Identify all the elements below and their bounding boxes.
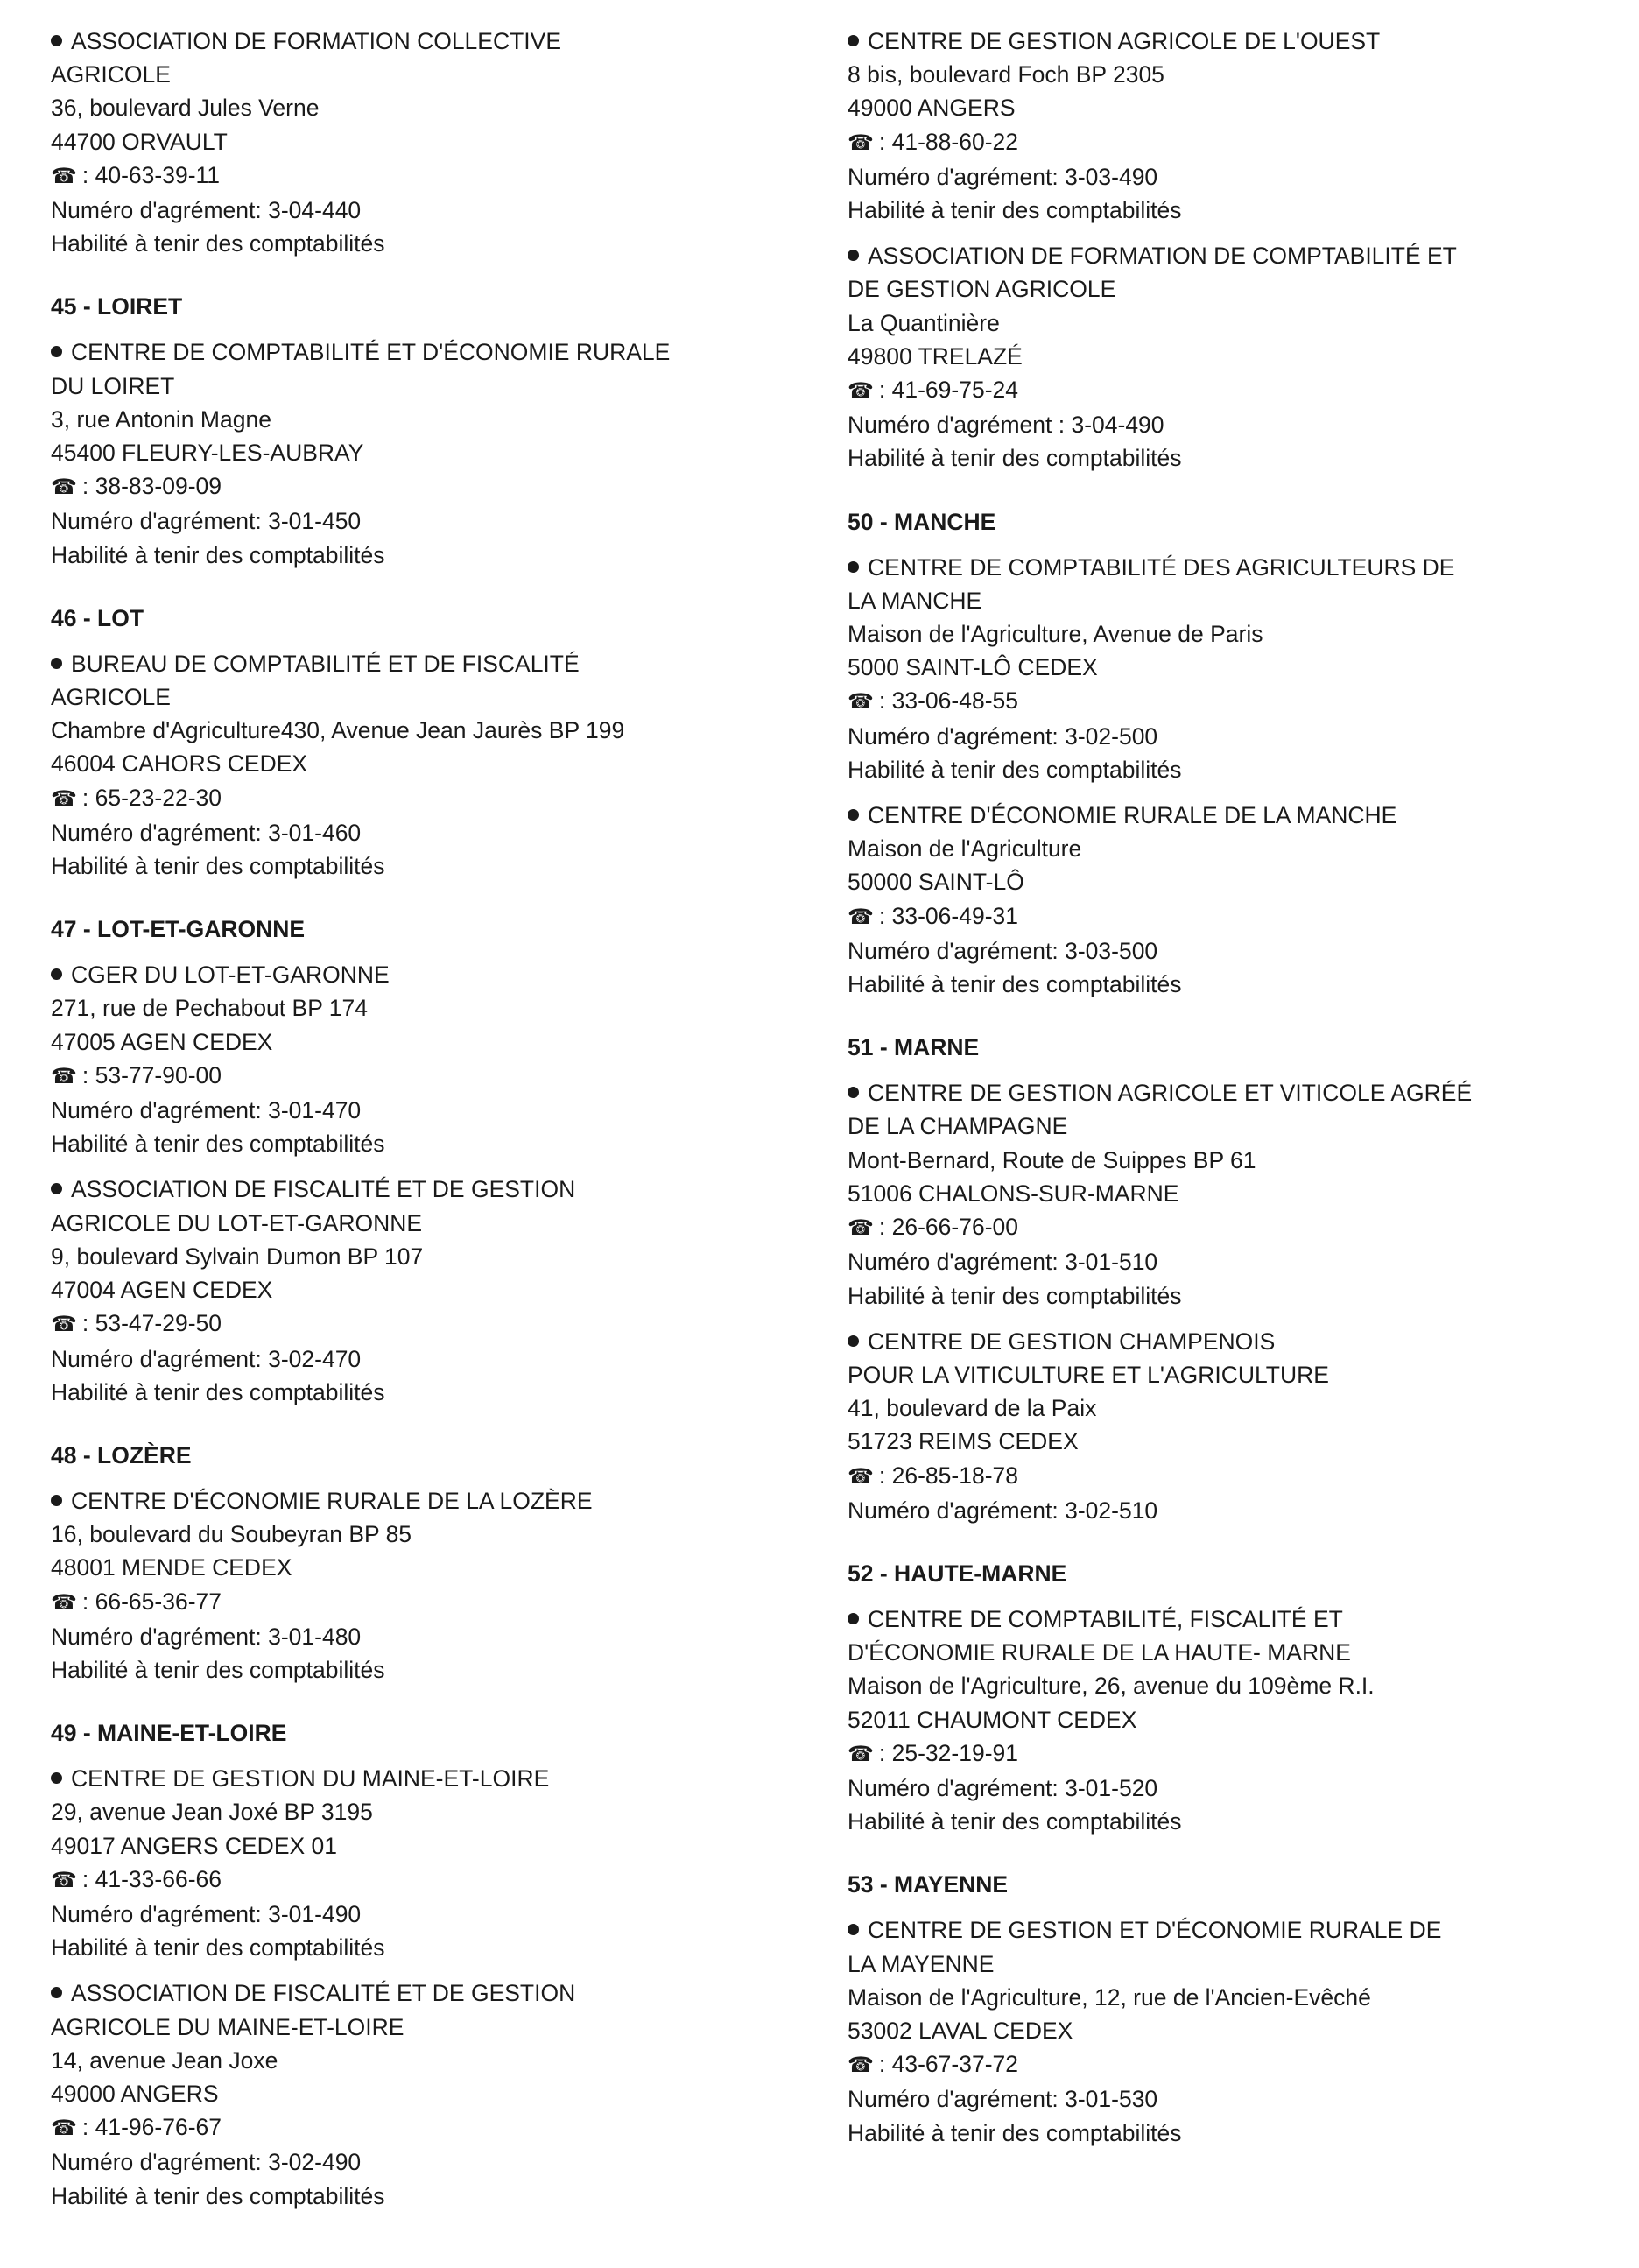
- agrement-number: Numéro d'agrément: 3-01-460: [51, 819, 362, 846]
- organization-name-text: CENTRE D'ÉCONOMIE RURALE DE LA LOZÈRE: [71, 1487, 593, 1514]
- address-line: Maison de l'Agriculture, Avenue de Paris: [848, 621, 1263, 648]
- telephone-icon: ☎: [848, 2053, 874, 2078]
- organization-entry: [848, 1325, 1618, 1527]
- address-line: 52011 CHAUMONT CEDEX: [848, 1706, 1137, 1733]
- habilitation-text: Habilité à tenir des comptabilités: [51, 1378, 385, 1405]
- phone-line: [848, 1210, 1618, 1245]
- agrement-number: Numéro d'agrément : 3-04-490: [848, 412, 1164, 439]
- organization-name-text: DE GESTION AGRICOLE: [848, 276, 1116, 303]
- bullet-icon: [51, 1987, 62, 1998]
- section-heading: 46 - LOT: [51, 604, 144, 631]
- habilitation-text: Habilité à tenir des comptabilités: [51, 1934, 385, 1962]
- telephone-icon: ☎: [848, 690, 874, 715]
- phone-line: [848, 684, 1618, 719]
- address-line: 36, boulevard Jules Verne: [51, 95, 320, 122]
- phone-number: : 41-88-60-22: [878, 128, 1019, 155]
- telephone-icon: ☎: [848, 1742, 874, 1766]
- address-line: 41, boulevard de la Paix: [848, 1395, 1097, 1422]
- telephone-icon: ☎: [848, 1464, 874, 1489]
- organization-name-line: [51, 2011, 821, 2044]
- organization-name-text: BUREAU DE COMPTABILITÉ ET DE FISCALITÉ: [71, 650, 580, 677]
- organization-name-text: CENTRE DE GESTION DU MAINE-ET-LOIRE: [71, 1765, 550, 1793]
- organization-entry: [51, 1173, 821, 1408]
- telephone-icon: ☎: [848, 130, 874, 155]
- telephone-icon: ☎: [848, 1216, 874, 1241]
- phone-number: : 26-85-18-78: [878, 1462, 1019, 1489]
- section-heading: 47 - LOT-ET-GARONNE: [51, 916, 306, 943]
- organization-name-text: CENTRE DE GESTION AGRICOLE ET VITICOLE AGRÉÉ: [868, 1080, 1473, 1107]
- organization-name-text: AGRICOLE: [51, 61, 171, 88]
- organization-name-line: [848, 1076, 1618, 1109]
- organization-name-line: [51, 1484, 821, 1518]
- organization-entry: [51, 335, 821, 571]
- address-line: 47005 AGEN CEDEX: [51, 1028, 273, 1055]
- phone-line: [848, 1459, 1618, 1494]
- bullet-icon: [848, 561, 859, 573]
- habilitation-text: Habilité à tenir des comptabilités: [51, 541, 385, 568]
- organization-name-line: [848, 1636, 1618, 1669]
- bullet-icon: [848, 1335, 859, 1347]
- organization-name-line: [51, 25, 821, 58]
- agrement-number: Numéro d'agrément: 3-02-510: [848, 1497, 1158, 1524]
- bullet-icon: [848, 35, 859, 46]
- bullet-icon: [51, 1495, 62, 1506]
- organization-name-line: [51, 680, 821, 714]
- organization-name-text: AGRICOLE DU MAINE-ET-LOIRE: [51, 2013, 404, 2040]
- telephone-icon: ☎: [51, 1064, 77, 1088]
- habilitation-text: Habilité à tenir des comptabilités: [848, 197, 1182, 224]
- section-heading: 49 - MAINE-ET-LOIRE: [51, 1720, 287, 1747]
- telephone-icon: ☎: [51, 475, 77, 500]
- address-line: Maison de l'Agriculture: [848, 835, 1082, 863]
- telephone-icon: ☎: [51, 1590, 77, 1615]
- organization-entry: [848, 25, 1618, 227]
- section-heading: 53 - MAYENNE: [848, 1871, 1009, 1898]
- address-line: 47004 AGEN CEDEX: [51, 1277, 273, 1304]
- bullet-icon: [51, 346, 62, 357]
- address-line: Mont-Bernard, Route de Suippes BP 61: [848, 1146, 1256, 1173]
- phone-line: [51, 1059, 821, 1094]
- organization-name-line: [51, 1762, 821, 1795]
- organization-name-text: CENTRE DE GESTION CHAMPENOIS: [868, 1328, 1276, 1355]
- phone-number: : 26-66-76-00: [878, 1214, 1019, 1241]
- phone-line: [848, 373, 1618, 408]
- address-line: 53002 LAVAL CEDEX: [848, 2017, 1073, 2044]
- organization-name-line: [848, 272, 1618, 306]
- address-line: Maison de l'Agriculture, 26, avenue du 109ème R.I.: [848, 1673, 1375, 1700]
- agrement-number: Numéro d'agrément: 3-02-490: [51, 2149, 362, 2176]
- organization-name-text: LA MAYENNE: [848, 1950, 995, 1977]
- phone-number: : 53-47-29-50: [81, 1310, 222, 1337]
- organization-name-line: [848, 551, 1618, 584]
- bullet-icon: [848, 1924, 859, 1935]
- organization-name-line: [848, 1358, 1618, 1391]
- organization-entry: [848, 1913, 1618, 2149]
- organization-name-line: [51, 1173, 821, 1206]
- phone-line: [51, 158, 821, 194]
- phone-number: : 41-96-76-67: [81, 2114, 222, 2141]
- bullet-icon: [848, 250, 859, 261]
- address-line: 44700 ORVAULT: [51, 128, 228, 155]
- habilitation-text: Habilité à tenir des comptabilités: [51, 230, 385, 257]
- organization-entry: [848, 1602, 1618, 1838]
- organization-name-text: AGRICOLE: [51, 684, 171, 711]
- organization-entry: [51, 1976, 821, 2212]
- section-heading: 50 - MANCHE: [848, 508, 996, 535]
- telephone-icon: ☎: [51, 1868, 77, 1892]
- organization-entry: [848, 239, 1618, 475]
- phone-number: : 38-83-09-09: [81, 473, 222, 500]
- phone-number: : 33-06-48-55: [878, 687, 1019, 715]
- section-heading: 45 - LOIRET: [51, 293, 183, 320]
- phone-number: : 65-23-22-30: [81, 784, 222, 811]
- bullet-icon: [51, 1183, 62, 1194]
- agrement-number: Numéro d'agrément: 3-01-520: [848, 1774, 1158, 1801]
- habilitation-text: Habilité à tenir des comptabilités: [848, 2119, 1182, 2146]
- organization-name-line: [848, 1325, 1618, 1358]
- phone-line: [51, 469, 821, 504]
- habilitation-text: Habilité à tenir des comptabilités: [848, 1808, 1182, 1835]
- organization-name-line: [51, 1976, 821, 2010]
- agrement-number: Numéro d'agrément: 3-01-510: [848, 1249, 1158, 1276]
- organization-name-text: ASSOCIATION DE FORMATION DE COMPTABILITÉ ET: [868, 243, 1457, 270]
- phone-line: [848, 1736, 1618, 1771]
- phone-line: [848, 125, 1618, 160]
- organization-entry: [51, 1484, 821, 1687]
- address-line: 3, rue Antonin Magne: [51, 405, 271, 433]
- address-line: La Quantinière: [848, 309, 1000, 336]
- agrement-number: Numéro d'agrément: 3-02-470: [51, 1345, 362, 1372]
- organization-name-text: CGER DU LOT-ET-GARONNE: [71, 961, 390, 989]
- organization-name-text: ASSOCIATION DE FISCALITÉ ET DE GESTION: [71, 1980, 576, 2007]
- organization-name-text: CENTRE DE GESTION AGRICOLE DE L'OUEST: [868, 28, 1381, 54]
- telephone-icon: ☎: [848, 379, 874, 404]
- address-line: Maison de l'Agriculture, 12, rue de l'Ancien-Evêché: [848, 1983, 1371, 2011]
- organization-name-line: [51, 647, 821, 680]
- bullet-icon: [51, 1772, 62, 1784]
- right-column: [848, 25, 1618, 2162]
- bullet-icon: [848, 1087, 859, 1098]
- organization-name-line: [51, 1207, 821, 1240]
- bullet-icon: [848, 1613, 859, 1624]
- organization-entry: [51, 1762, 821, 1964]
- phone-line: [51, 2110, 821, 2145]
- address-line: 51006 CHALONS-SUR-MARNE: [848, 1180, 1179, 1207]
- organization-name-line: [51, 958, 821, 991]
- address-line: 271, rue de Pechabout BP 174: [51, 995, 368, 1022]
- organization-name-text: CENTRE DE COMPTABILITÉ ET D'ÉCONOMIE RURALE: [71, 339, 671, 366]
- agrement-number: Numéro d'agrément: 3-01-490: [51, 1900, 362, 1927]
- organization-entry: [848, 1076, 1618, 1312]
- organization-name-text: CENTRE DE COMPTABILITÉ, FISCALITÉ ET: [868, 1605, 1343, 1632]
- section-heading: 48 - LOZÈRE: [51, 1441, 192, 1469]
- organization-name-line: [848, 1948, 1618, 1981]
- phone-number: : 41-69-75-24: [878, 377, 1019, 404]
- phone-number: : 33-06-49-31: [878, 902, 1019, 929]
- telephone-icon: ☎: [51, 786, 77, 811]
- agrement-number: Numéro d'agrément: 3-04-440: [51, 197, 362, 224]
- organization-name-text: CENTRE DE COMPTABILITÉ DES AGRICULTEURS DE: [868, 553, 1455, 581]
- address-line: 5000 SAINT-LÔ CEDEX: [848, 654, 1098, 681]
- organization-name-line: [848, 1913, 1618, 1947]
- agrement-number: Numéro d'agrément: 3-03-490: [848, 163, 1158, 190]
- organization-name-line: [848, 1602, 1618, 1636]
- address-line: 49800 TRELAZÉ: [848, 342, 1023, 370]
- phone-line: [51, 1863, 821, 1898]
- organization-name-line: [848, 1109, 1618, 1143]
- address-line: 45400 FLEURY-LES-AUBRAY: [51, 440, 364, 467]
- organization-entry: [51, 647, 821, 883]
- habilitation-text: Habilité à tenir des comptabilités: [51, 1656, 385, 1683]
- organization-name-text: POUR LA VITICULTURE ET L'AGRICULTURE: [848, 1361, 1329, 1388]
- phone-number: : 43-67-37-72: [878, 2051, 1019, 2078]
- habilitation-text: Habilité à tenir des comptabilités: [848, 445, 1182, 472]
- address-line: Chambre d'Agriculture430, Avenue Jean Jaurès BP 199: [51, 717, 625, 744]
- address-line: 49017 ANGERS CEDEX 01: [51, 1832, 338, 1859]
- organization-name-text: AGRICOLE DU LOT-ET-GARONNE: [51, 1209, 423, 1236]
- address-line: 51723 REIMS CEDEX: [848, 1428, 1079, 1455]
- phone-line: [51, 1585, 821, 1620]
- phone-line: [848, 899, 1618, 934]
- telephone-icon: ☎: [51, 164, 77, 188]
- telephone-icon: ☎: [51, 2117, 77, 2141]
- agrement-number: Numéro d'agrément: 3-02-500: [848, 722, 1158, 750]
- address-line: 48001 MENDE CEDEX: [51, 1554, 292, 1581]
- organization-name-text: LA MANCHE: [848, 587, 982, 614]
- habilitation-text: Habilité à tenir des comptabilités: [51, 853, 385, 880]
- organization-name-text: DE LA CHAMPAGNE: [848, 1113, 1068, 1140]
- telephone-icon: ☎: [848, 905, 874, 929]
- organization-name-text: D'ÉCONOMIE RURALE DE LA HAUTE- MARNE: [848, 1639, 1351, 1666]
- organization-name-line: [848, 799, 1618, 832]
- organization-name-text: CENTRE DE GESTION ET D'ÉCONOMIE RURALE DE: [868, 1917, 1442, 1944]
- bullet-icon: [848, 809, 859, 821]
- organization-entry: [848, 799, 1618, 1001]
- organization-entry: [848, 551, 1618, 786]
- bullet-icon: [51, 658, 62, 669]
- phone-line: [51, 781, 821, 816]
- phone-number: : 40-63-39-11: [81, 161, 221, 188]
- agrement-number: Numéro d'agrément: 3-01-470: [51, 1097, 362, 1124]
- organization-name-line: [848, 239, 1618, 272]
- agrement-number: Numéro d'agrément: 3-01-450: [51, 508, 362, 535]
- organization-name-text: DU LOIRET: [51, 372, 175, 399]
- address-line: 46004 CAHORS CEDEX: [51, 750, 308, 778]
- section-heading: 51 - MARNE: [848, 1034, 980, 1061]
- agrement-number: Numéro d'agrément: 3-01-480: [51, 1623, 362, 1650]
- habilitation-text: Habilité à tenir des comptabilités: [51, 2182, 385, 2209]
- organization-entry: [51, 958, 821, 1160]
- address-line: 9, boulevard Sylvain Dumon BP 107: [51, 1243, 424, 1270]
- habilitation-text: Habilité à tenir des comptabilités: [848, 1282, 1182, 1309]
- habilitation-text: Habilité à tenir des comptabilités: [848, 971, 1182, 998]
- phone-line: [848, 2047, 1618, 2082]
- phone-number: : 53-77-90-00: [81, 1061, 222, 1088]
- organization-name-text: ASSOCIATION DE FISCALITÉ ET DE GESTION: [71, 1176, 576, 1203]
- habilitation-text: Habilité à tenir des comptabilités: [51, 1130, 385, 1158]
- organization-name-line: [848, 584, 1618, 617]
- bullet-icon: [51, 35, 62, 46]
- address-line: 8 bis, boulevard Foch BP 2305: [848, 61, 1164, 88]
- address-line: 49000 ANGERS: [848, 95, 1016, 122]
- address-line: 50000 SAINT-LÔ: [848, 869, 1024, 896]
- phone-number: : 66-65-36-77: [81, 1588, 222, 1615]
- organization-name-line: [51, 58, 821, 91]
- phone-line: [51, 1307, 821, 1342]
- organization-name-text: CENTRE D'ÉCONOMIE RURALE DE LA MANCHE: [868, 802, 1397, 829]
- section-heading: 52 - HAUTE-MARNE: [848, 1560, 1067, 1587]
- phone-number: : 41-33-66-66: [81, 1865, 222, 1892]
- left-column: [51, 25, 821, 2225]
- organization-name-text: ASSOCIATION DE FORMATION COLLECTIVE: [71, 28, 562, 54]
- address-line: 49000 ANGERS: [51, 2080, 219, 2107]
- address-line: 14, avenue Jean Joxe: [51, 2046, 278, 2074]
- telephone-icon: ☎: [51, 1313, 77, 1337]
- agrement-number: Numéro d'agrément: 3-01-530: [848, 2086, 1158, 2113]
- organization-name-line: [51, 335, 821, 369]
- agrement-number: Numéro d'agrément: 3-03-500: [848, 937, 1158, 964]
- organization-name-line: [848, 25, 1618, 58]
- address-line: 29, avenue Jean Joxé BP 3195: [51, 1799, 373, 1826]
- organization-name-line: [51, 370, 821, 403]
- habilitation-text: Habilité à tenir des comptabilités: [848, 756, 1182, 783]
- phone-number: : 25-32-19-91: [878, 1739, 1019, 1766]
- address-line: 16, boulevard du Soubeyran BP 85: [51, 1521, 412, 1548]
- bullet-icon: [51, 968, 62, 980]
- organization-entry: [51, 25, 821, 260]
